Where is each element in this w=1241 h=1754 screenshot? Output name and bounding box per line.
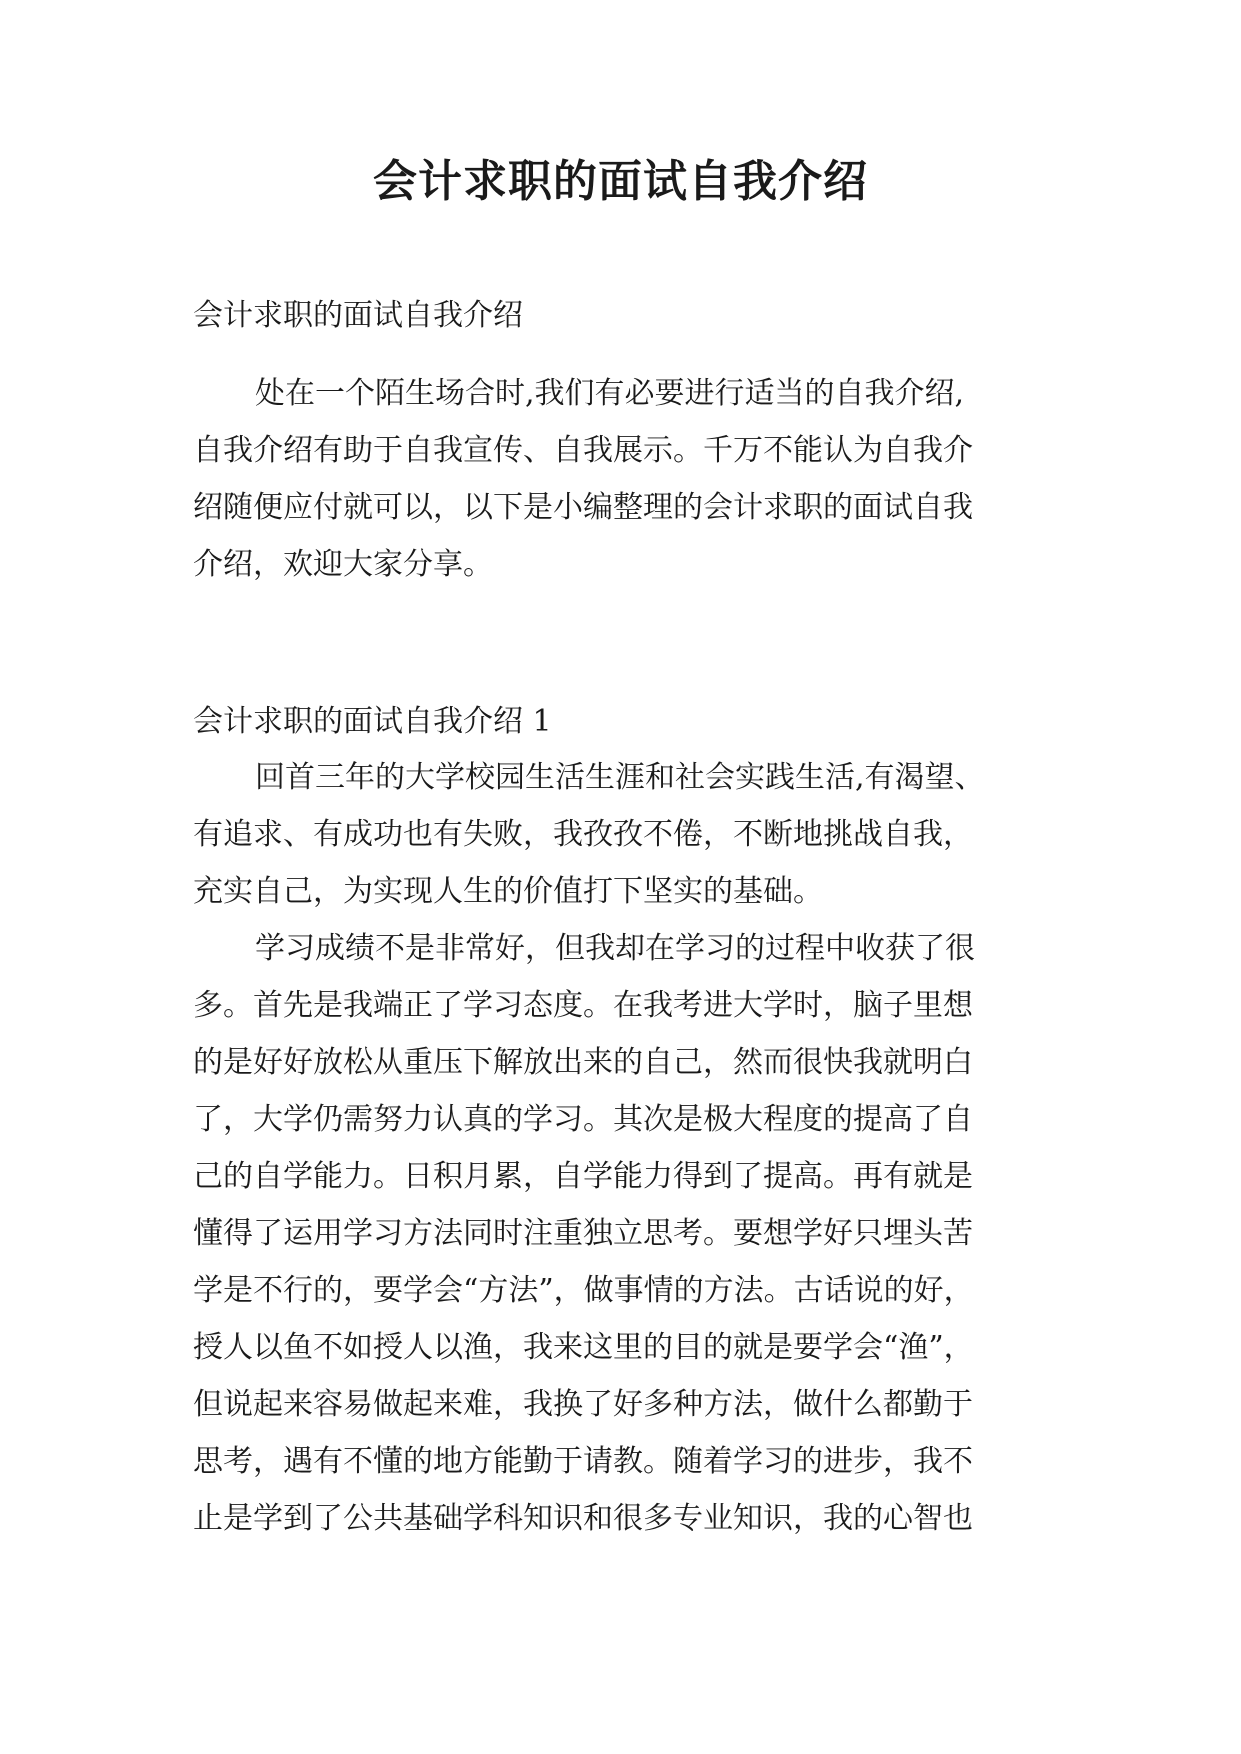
document-title: 会计求职的面试自我介绍	[373, 156, 868, 207]
text-line: 多。首先是我端正了学习态度。在我考进大学时，脑子里想	[193, 988, 973, 1023]
text-line: 学习成绩不是非常好，但我却在学习的过程中收获了很	[255, 931, 975, 966]
text-line: 介绍，欢迎大家分享。	[193, 547, 493, 582]
text-line: 有追求、有成功也有失败，我孜孜不倦，不断地挑战自我，	[193, 817, 973, 852]
text-line: 充实自己，为实现人生的价值打下坚实的基础。	[193, 874, 823, 909]
text-line: 思考，遇有不懂的地方能勤于请教。随着学习的进步，我不	[193, 1444, 973, 1479]
text-line: 自我介绍有助于自我宣传、自我展示。千万不能认为自我介	[193, 433, 973, 468]
text-line: 授人以鱼不如授人以渔，我来这里的目的就是要学会“渔”，	[193, 1330, 974, 1365]
text-line: 的是好好放松从重压下解放出来的自己，然而很快我就明白	[193, 1045, 973, 1080]
text-line: 己的自学能力。日积月累，自学能力得到了提高。再有就是	[193, 1159, 973, 1194]
text-line: 处在一个陌生场合时,我们有必要进行适当的自我介绍,	[255, 376, 965, 411]
text-line: 绍随便应付就可以，以下是小编整理的会计求职的面试自我	[193, 490, 973, 525]
section-heading: 会计求职的面试自我介绍 1	[193, 704, 552, 739]
text-line: 但说起来容易做起来难，我换了好多种方法，做什么都勤于	[193, 1387, 973, 1422]
text-line: 了，大学仍需努力认真的学习。其次是极大程度的提高了自	[193, 1102, 973, 1137]
text-line: 回首三年的大学校园生活生涯和社会实践生活,有渴望、	[255, 760, 985, 795]
subtitle-heading: 会计求职的面试自我介绍	[193, 298, 523, 333]
text-line: 懂得了运用学习方法同时注重独立思考。要想学好只埋头苦	[193, 1216, 973, 1251]
paragraph-1	[193, 749, 1053, 920]
paragraph-2	[193, 920, 1053, 1547]
text-line: 止是学到了公共基础学科知识和很多专业知识，我的心智也	[193, 1501, 973, 1536]
intro-paragraph	[193, 365, 1053, 593]
text-line: 学是不行的，要学会“方法”，做事情的方法。古话说的好，	[193, 1273, 974, 1308]
